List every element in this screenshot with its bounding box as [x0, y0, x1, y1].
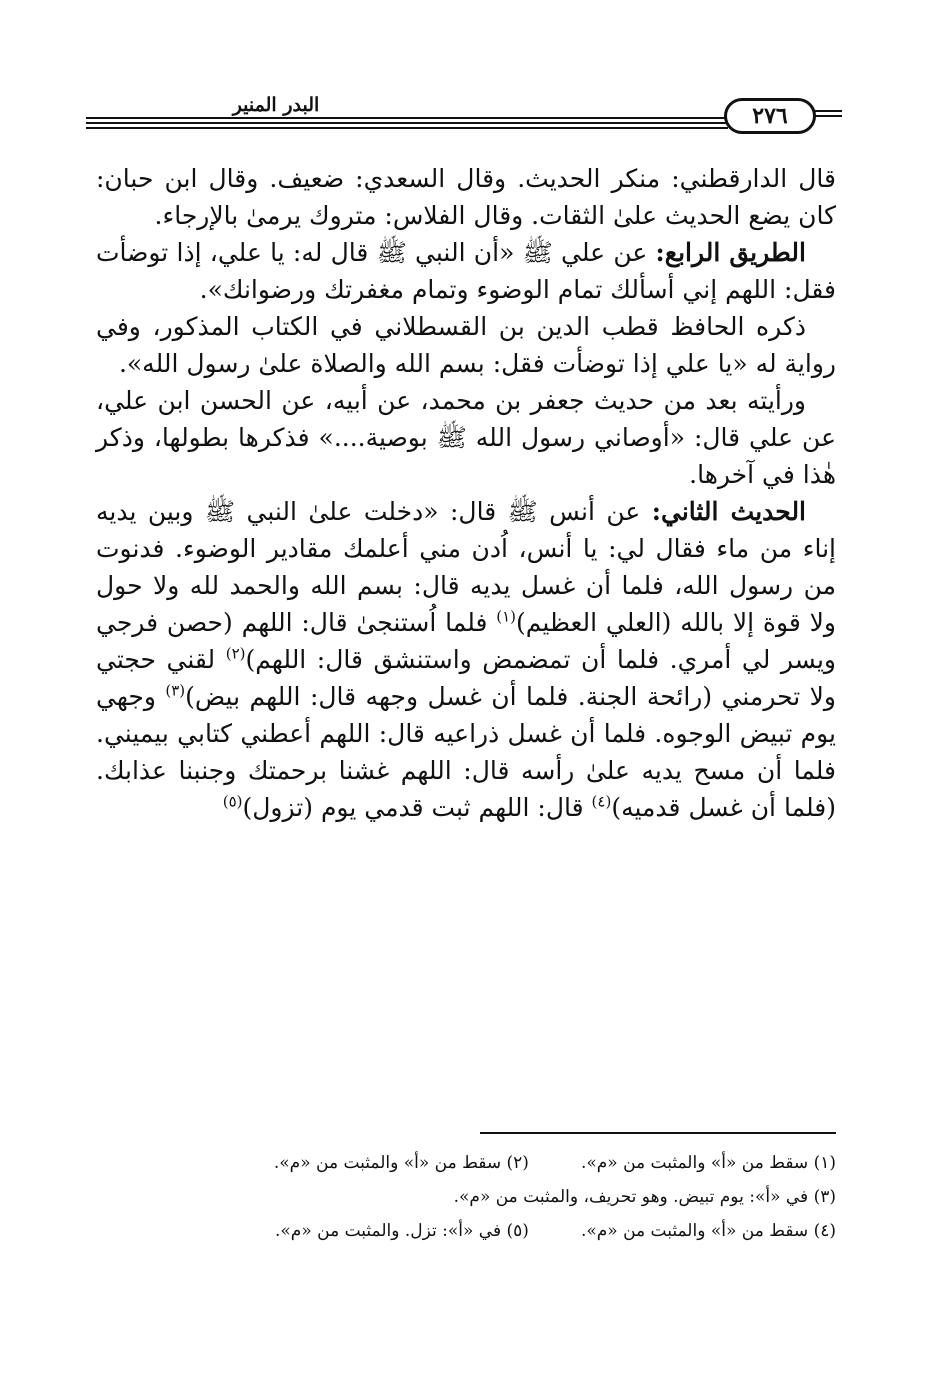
- footnote: (١) سقط من «أ» والمثبت من «م».: [580, 1153, 836, 1173]
- paragraph-lead: الطريق الرابع:: [655, 238, 806, 267]
- header-rule: [814, 110, 842, 112]
- footnote: (٣) في «أ»: يوم تبيض. وهو تحريف، والمثبت من «م».: [453, 1187, 836, 1207]
- footnote-row: [150, 1214, 836, 1248]
- hadith-text: لقني حجتي ولا تحرمني (رائحة الجنة. فلما أن غسل وجهه قال: اللهم بيض): [96, 645, 836, 711]
- footnote: (٢) سقط من «أ» والمثبت من «م».: [273, 1153, 529, 1173]
- paragraph-text: قال الدارقطني: منكر الحديث. وقال السعدي: ضعيف. وقال ابن حبان: كان يضع الحديث علىٰ الثقات. وقال الفلاس: متروك يرمىٰ بالإرجاء.: [96, 164, 836, 230]
- hadith-text: وجهي يوم تبيض الوجوه. فلما أن غسل ذراعيه قال: اللهم أعطني كتابي بيميني. فلما أن مسح يديه علىٰ رأسه قال: اللهم غشنا برحمتك وجنبنا عذابك. (فلما أن غسل قدميه): [96, 682, 836, 822]
- paragraph-text: عن علي ﷺ «أن النبي ﷺ قال له: يا علي، إذا توضأت فقل: اللهم إني أسألك تمام الوضوء وتمام مغفرتك ورضوانك».: [96, 238, 836, 304]
- header-rule: [86, 127, 728, 129]
- header-rule: [86, 122, 728, 124]
- footnote-separator: [480, 1132, 836, 1134]
- hadith-text: عن أنس ﷺ قال: «دخلت علىٰ النبي ﷺ وبين يديه إناء من ماء فقال لي: يا أنس، اُدن مني أعلمك مقادير الوضوء. فدنوت من رسول الله، فلما أن غسل يديه قال: بسم الله والحمد لله ولا حول ولا قوة إلا بالله (العلي العظيم): [96, 497, 836, 637]
- footnote-marker: (٤): [591, 792, 612, 811]
- paragraph: [96, 308, 836, 382]
- footnote-marker: (١): [496, 607, 517, 626]
- footnote: (٥) في «أ»: تزل. والمثبت من «م».: [275, 1221, 529, 1241]
- hadith-text: فلما اُستنجىٰ قال: اللهم (حصن فرجي ويسر لي أمري. فلما أن تمضمض واستنشق قال: اللهم): [96, 608, 836, 674]
- footnotes: [150, 1146, 836, 1248]
- header-rule: [814, 115, 842, 117]
- paragraph-text: ورأيته بعد من حديث جعفر بن محمد، عن أبيه، عن الحسن ابن علي، عن علي قال: «أوصاني رسول الله ﷺ بوصية....» فذكرها بطولها، وذكر هٰذا في آخرها.: [96, 386, 836, 489]
- footnote: (٤) سقط من «أ» والمثبت من «م».: [580, 1221, 836, 1241]
- paragraph-text: ذكره الحافظ قطب الدين بن القسطلاني في الكتاب المذكور، وفي رواية له «يا علي إذا توضأت فقل: بسم الله والصلاة علىٰ رسول الله».: [96, 312, 836, 378]
- main-text: [96, 160, 836, 826]
- footnote-row: [150, 1146, 836, 1180]
- hadith-text: قال: اللهم ثبت قدمي يوم (تزول): [242, 793, 592, 822]
- page-header: [86, 92, 842, 136]
- footnote-marker: (٥): [222, 792, 243, 811]
- page-number: ٢٧٦: [724, 98, 816, 134]
- header-rule: [86, 117, 728, 119]
- running-title: البدر المنير: [232, 94, 320, 116]
- footnote-marker: (٢): [225, 644, 246, 663]
- footnote-marker: (٣): [165, 681, 186, 700]
- hadith-paragraph: [96, 493, 836, 826]
- paragraph: [96, 382, 836, 493]
- paragraph: [96, 160, 836, 234]
- footnote-row: [150, 1180, 836, 1214]
- hadith-heading: الحديث الثاني:: [651, 497, 807, 526]
- paragraph: [96, 234, 836, 308]
